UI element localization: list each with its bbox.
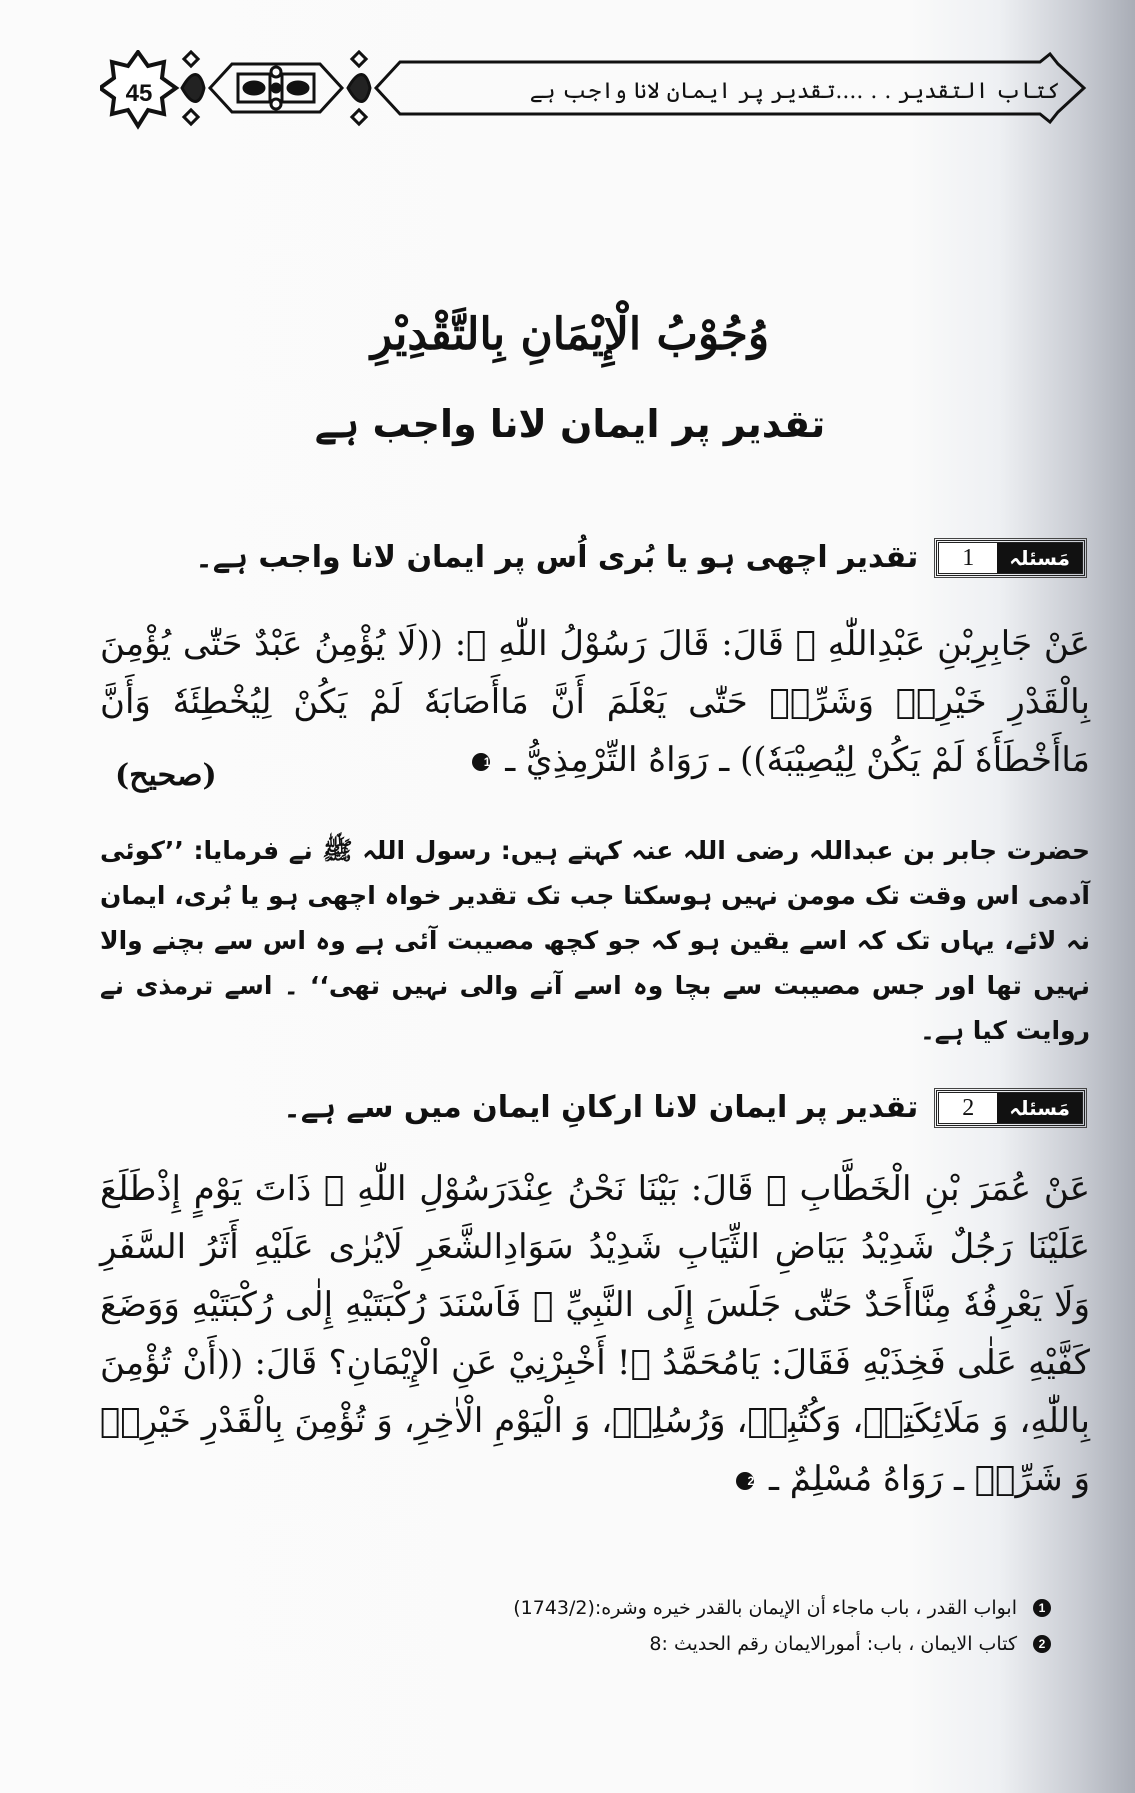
hadith-grade: (صحيح) bbox=[115, 758, 217, 793]
urdu-translation-1: حضرت جابر بن عبداللہ رضی اللہ عنہ کہتے ہیں: رسول اللہ ﷺ نے فرمایا: ’’کوئی آدمی اس وقت تک مومن نہیں ہوسکتا جب تک تقدیر خواہ اچھی ہو یا بُری، ایمان نہ لائے، یہاں تک کہ اسے یقین ہو کہ جو کچھ مصیبت آئی ہے وہ اس سے بچنے والا نہیں تھا اور جس مصیبت سے بچا وہ اسے آنے والی نہیں تھی‘‘ ۔ اسے ترمذی نے روایت کیا ہے۔ bbox=[100, 836, 1090, 1045]
hadith-text: عَنْ عُمَرَ بْنِ الْخَطَّابِ ﷺ قَالَ: بَيْنَا نَحْنُ عِنْدَرَسُوْلِ اللّٰهِ ﷺ ذَاتَ يَوْمٍ إِذْطَلَعَ عَلَيْنَا رَجُلٌ شَدِيْدُ بَيَاضِ الثِّيَابِ شَدِيْدُ سَوَادِالشَّعَرِ لَايُرٰى عَلَيْهِ أَثَرُ السَّفَرِ وَلَا يَعْرِفُهٗ مِنَّاأَحَدٌ حَتّٰى جَلَسَ إِلَى النَّبِيِّ ﷺ فَاَسْنَدَ رُكْبَتَيْهِ إِلٰى رُكْبَتَيْهِ وَوَضَعَ كَفَّيْهِ عَلٰى فَخِذَيْهِ فَقَالَ: يَامُحَمَّدُ ﷺ! أَخْبِرْنِيْ عَنِ الْإِيْمَانِ؟ قَالَ: ((أَنْ تُؤْمِنَ بِاللّٰهِ، وَ مَلَائِكَتِهٖ، وَكُتُبِهٖ، وَرُسُلِهٖ، وَ الْيَوْمِ الْاٰخِرِ، وَ تُؤْمِنَ بِالْقَدْرِ خَيْرِهٖ وَ شَرِّهٖ ـ رَوَاهُ مُسْلِمٌ ـ bbox=[100, 1169, 1091, 1499]
footnotes bbox=[355, 1590, 1055, 1662]
footnote-number: 1 bbox=[1033, 1599, 1051, 1617]
hadith-arabic-2 bbox=[100, 1160, 1090, 1508]
footnote-item bbox=[355, 1590, 1055, 1626]
hadith-text: عَنْ جَابِرِبْنِ عَبْدِاللّٰهِ ﷺ قَالَ: قَالَ رَسُوْلُ اللّٰهِ ﷺ: ((لَا يُؤْمِنُ عَبْدٌ حَتّٰى يُؤْمِنَ بِالْقَدْرِ خَيْرِهٖ وَشَرِّهٖ حَتّٰى يَعْلَمَ أَنَّ مَاأَصَابَهٗ لَمْ يَكُنْ لِيُخْطِئَهٗ وَأَنَّ مَاأَخْطَأَهٗ لَمْ يَكُنْ لِيُصِيْبَهٗ)) ـ رَوَاهُ التِّرْمِذِيُّ ـ bbox=[100, 624, 1090, 780]
footnote-marker[interactable]: 2 bbox=[736, 1472, 754, 1490]
masala-badge bbox=[936, 540, 1085, 576]
flourish-left-icon bbox=[182, 52, 204, 124]
footnote-text: كتاب الايمان ، باب: أمورالايمان رقم الحديث :8 bbox=[649, 1633, 1017, 1655]
masala-number: 2 bbox=[939, 1093, 997, 1123]
masala-heading-text: تقدیر اچھی ہو یا بُری اُس پر ایمان لانا واجب ہے۔ bbox=[195, 540, 919, 575]
flourish-right-icon bbox=[348, 52, 370, 124]
chapter-title-urdu: تقدیر پر ایمان لانا واجب ہے bbox=[314, 402, 826, 446]
masala-heading-1 bbox=[100, 528, 1085, 588]
masala-badge-label: مَسئلہ bbox=[997, 1093, 1082, 1123]
masala-heading-text: تقدیر پر ایمان لانا ارکانِ ایمان میں سے ہے۔ bbox=[283, 1090, 919, 1125]
masala-number: 1 bbox=[939, 543, 997, 573]
running-head: كتاب التقدير . . ....تقدیر پر ایمان لانا واجب ہے bbox=[529, 79, 1060, 104]
cartouche-icon bbox=[210, 64, 342, 112]
footnote-number: 2 bbox=[1033, 1635, 1051, 1653]
page-number: 45 bbox=[125, 80, 153, 107]
masala-badge-label: مَسئلہ bbox=[997, 543, 1082, 573]
page-header bbox=[100, 50, 1090, 135]
footnote-text: ابواب القدر ، باب ماجاء أن الإيمان بالقدر خيره وشره:(1743/2) bbox=[513, 1597, 1017, 1619]
chapter-title-arabic: وُجُوْبُ الْإِيْمَانِ بِالتَّقْدِيْرِ bbox=[370, 309, 770, 360]
footnote-item bbox=[355, 1626, 1055, 1662]
hadith-arabic-1 bbox=[100, 615, 1090, 789]
masala-heading-2 bbox=[100, 1078, 1085, 1138]
footnote-marker[interactable]: 1 bbox=[472, 753, 490, 771]
masala-badge bbox=[936, 1090, 1085, 1126]
